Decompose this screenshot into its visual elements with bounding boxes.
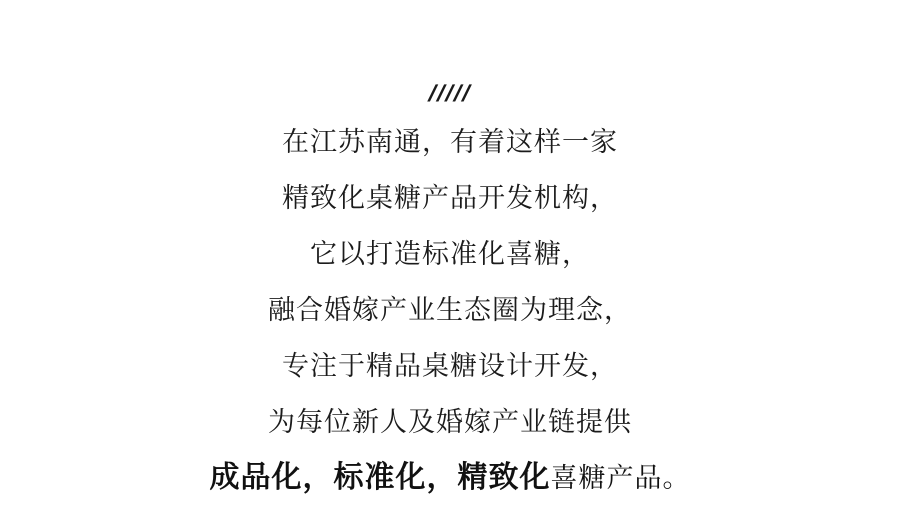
decorative-slashes: ///// [427,80,473,106]
intro-final-line [0,450,900,506]
final-line-emphasis: 成品化，标准化，精致化 [209,461,551,494]
intro-line-audience: 为每位新人及婚嫁产业链提供 [268,407,632,437]
intro-line-location: 在江苏南通，有着这样一家 [282,127,618,157]
final-line-regular: 喜糖产品。 [550,463,691,493]
intro-line-concept: 融合婚嫁产业生态圈为理念， [268,295,632,325]
intro-line-goal: 它以打造标准化喜糖， [310,239,590,269]
intro-line-focus: 专注于精品桌糖设计开发， [282,351,618,381]
intro-line-organization: 精致化桌糖产品开发机构， [282,183,618,213]
